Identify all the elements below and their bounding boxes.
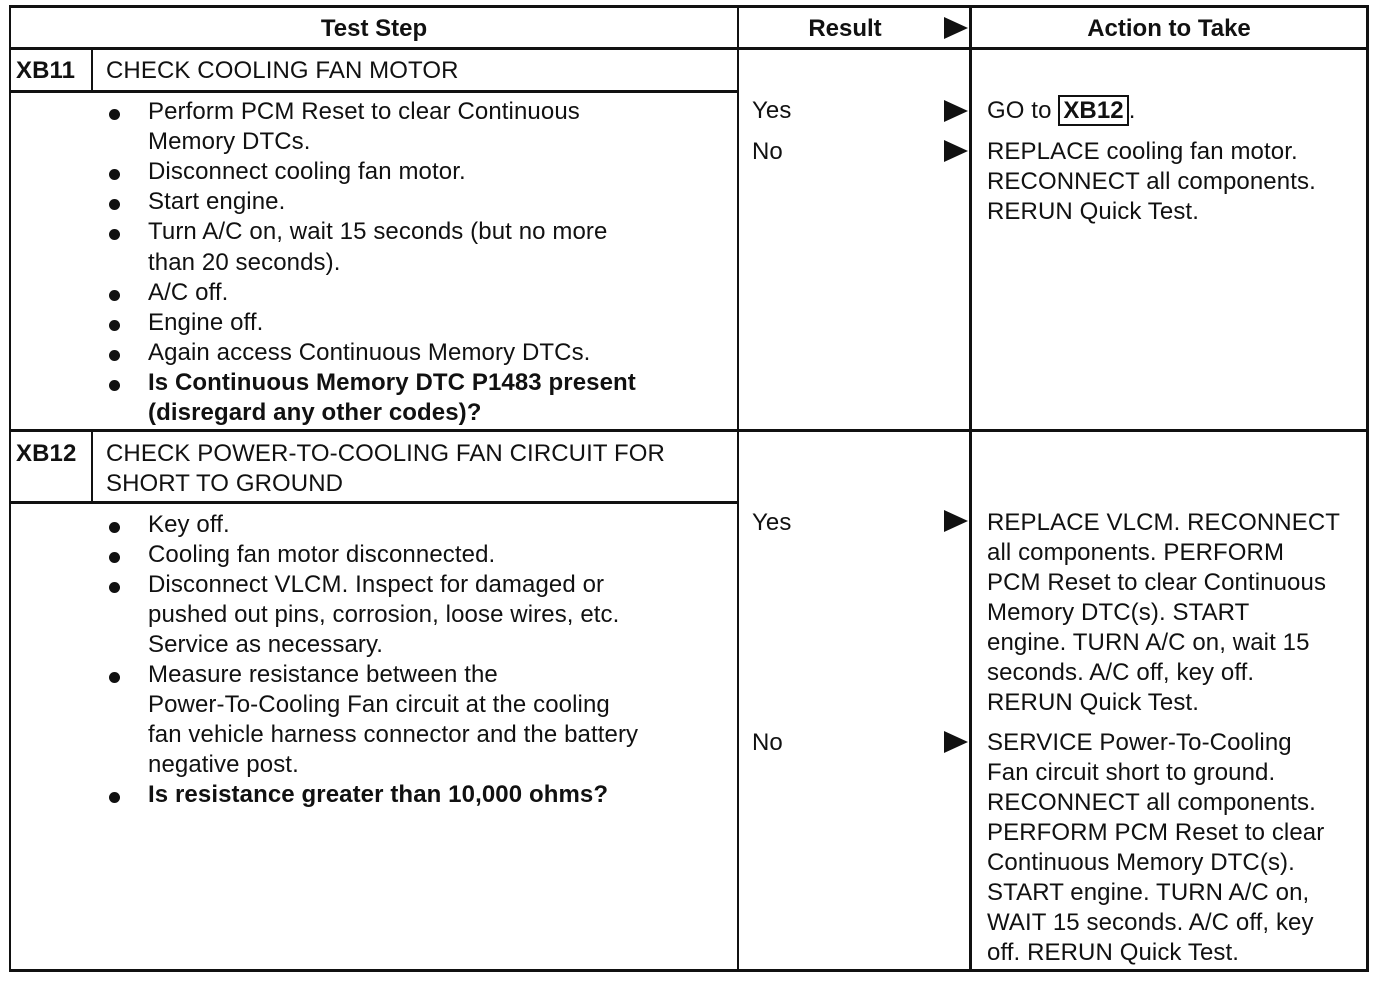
xb12-yes-action-line-6: seconds. A/C off, key off. [987, 659, 1255, 686]
xb11-step-2: Disconnect cooling fan motor. [148, 158, 466, 185]
xb12-result-no: No [752, 729, 783, 756]
xb12-step-4-line-3: fan vehicle harness connector and the battery [148, 721, 639, 748]
xb11-step-id: XB11 [16, 57, 76, 84]
xb12-no-action-line-2: Fan circuit short to ground. [987, 759, 1276, 786]
xb12-step-id: XB12 [16, 440, 77, 467]
xb12-yes-action-line-7: RERUN Quick Test. [987, 689, 1199, 716]
xb11-step-4-line-2: than 20 seconds). [148, 249, 341, 276]
xb12-no-action-line-5: Continuous Memory DTC(s). [987, 849, 1295, 876]
header-action: Action to Take [1087, 15, 1251, 42]
xb12-question: Is resistance greater than 10,000 ohms? [148, 781, 609, 808]
table-border-bottom [9, 969, 1369, 972]
bullet-icon [109, 350, 120, 361]
xb11-no-action-line-1: REPLACE cooling fan motor. [987, 138, 1298, 165]
bullet-icon [109, 582, 120, 593]
bullet-icon [109, 229, 120, 240]
xb11-result-no: No [752, 138, 783, 165]
header-arrow-icon [944, 17, 968, 39]
bullet-icon [109, 552, 120, 563]
bullet-icon [109, 380, 120, 391]
col-divider-2 [969, 5, 972, 972]
arrow-icon [944, 731, 968, 753]
xb11-step-7: Again access Continuous Memory DTCs. [148, 339, 591, 366]
xb12-yes-action-line-2: all components. PERFORM [987, 539, 1285, 566]
xb12-step-2: Cooling fan motor disconnected. [148, 541, 496, 568]
xb12-title-line-2: SHORT TO GROUND [106, 470, 344, 497]
header-test-step: Test Step [320, 15, 428, 42]
xb12-step-3-line-1: Disconnect VLCM. Inspect for damaged or [148, 571, 605, 598]
xb11-title: CHECK COOLING FAN MOTOR [106, 57, 459, 84]
xb11-no-action-line-3: RERUN Quick Test. [987, 198, 1199, 225]
xb12-id-divider [91, 432, 93, 501]
xb11-id-divider [91, 50, 93, 90]
xb12-yes-action-line-5: engine. TURN A/C on, wait 15 [987, 629, 1310, 656]
goto-label: GO to [987, 97, 1052, 124]
bullet-icon [109, 320, 120, 331]
xb11-step-6: Engine off. [148, 309, 264, 336]
row-divider [9, 429, 1369, 432]
xb12-step-3-line-3: Service as necessary. [148, 631, 384, 658]
xb11-question-line-2: (disregard any other codes)? [148, 399, 482, 426]
bullet-icon [109, 792, 120, 803]
bullet-icon [109, 290, 120, 301]
xb12-yes-action-line-4: Memory DTC(s). START [987, 599, 1250, 626]
header-result: Result [808, 15, 882, 42]
xb12-title-line-1: CHECK POWER-TO-COOLING FAN CIRCUIT FOR [106, 440, 665, 467]
xb12-no-action-line-1: SERVICE Power-To-Cooling [987, 729, 1292, 756]
arrow-icon [944, 140, 968, 162]
col-divider-1 [737, 5, 739, 972]
xb12-step-4-line-2: Power-To-Cooling Fan circuit at the cooling [148, 691, 610, 718]
bullet-icon [109, 522, 120, 533]
xb11-yes-action [987, 96, 1136, 126]
xb12-yes-action-line-3: PCM Reset to clear Continuous [987, 569, 1327, 596]
xb12-yes-action-line-1: REPLACE VLCM. RECONNECT [987, 509, 1341, 536]
xb12-title-underline [9, 501, 737, 504]
xb12-step-4-line-4: negative post. [148, 751, 299, 778]
xb11-no-action-line-2: RECONNECT all components. [987, 168, 1316, 195]
bullet-icon [109, 672, 120, 683]
bullet-icon [109, 109, 120, 120]
table-border-right [1366, 5, 1369, 972]
xb12-step-4-line-1: Measure resistance between the [148, 661, 498, 688]
xb12-no-action-line-7: WAIT 15 seconds. A/C off, key [987, 909, 1314, 936]
xb12-no-action-line-6: START engine. TURN A/C on, [987, 879, 1310, 906]
xb11-step-3: Start engine. [148, 188, 286, 215]
xb11-question-line-1: Is Continuous Memory DTC P1483 present [148, 369, 636, 396]
bullet-icon [109, 169, 120, 180]
xb11-step-4-line-1: Turn A/C on, wait 15 seconds (but no more [148, 218, 608, 245]
xb12-result-yes: Yes [752, 509, 792, 536]
table-border-left [9, 5, 11, 972]
xb12-no-action-line-3: RECONNECT all components. [987, 789, 1316, 816]
xb11-step-1-line-1: Perform PCM Reset to clear Continuous [148, 98, 580, 125]
table-border-top [9, 5, 1367, 8]
arrow-icon [944, 100, 968, 122]
xb11-step-5: A/C off. [148, 279, 229, 306]
xb12-reference-link[interactable]: XB12 [1058, 95, 1128, 126]
xb12-no-action-line-8: off. RERUN Quick Test. [987, 939, 1240, 966]
xb11-step-1-line-2: Memory DTCs. [148, 128, 311, 155]
xb11-result-yes: Yes [752, 97, 792, 124]
goto-period: . [1128, 97, 1136, 124]
bullet-icon [109, 199, 120, 210]
header-divider [9, 47, 1369, 50]
xb12-no-action-line-4: PERFORM PCM Reset to clear [987, 819, 1325, 846]
xb11-title-underline [9, 90, 737, 93]
arrow-icon [944, 510, 968, 532]
xb12-step-1: Key off. [148, 511, 230, 538]
xb12-step-3-line-2: pushed out pins, corrosion, loose wires, etc. [148, 601, 620, 628]
